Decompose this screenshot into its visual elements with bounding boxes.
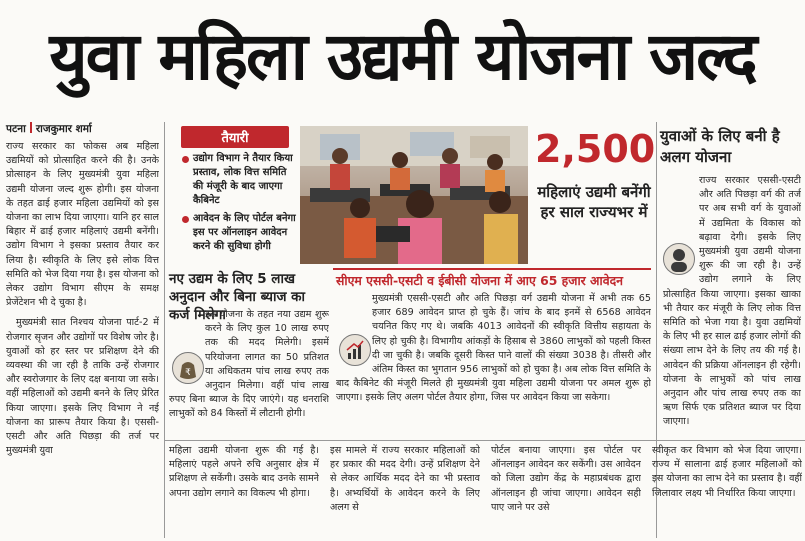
byline-reporter: राजकुमार शर्मा [35, 123, 92, 135]
bullet-list [181, 152, 299, 258]
cm-section-heading: सीएम एससी-एसटी व ईबीसी योजना में आए 65 हजार आवेदन [336, 273, 624, 288]
stat-number: 2,500 [535, 127, 656, 171]
icon-spacer [169, 352, 205, 384]
horizontal-divider [164, 440, 805, 441]
column-divider [164, 122, 165, 538]
bottom-column: स्वीकृत कर विभाग को भेज दिया जाएगा। राज्य में सालाना ढाई हजार महिलाओं को इस योजना का लाभ देने का प्रस्ताव है। वहीं जिलावार लक्ष्य भी निर्धारित किया जाएगा। [652, 445, 802, 499]
left-column-para-1: राज्य सरकार का फोकस अब महिला उद्यमियों को प्रोत्साहित करने की है। उनके प्रोत्साहन के लिए मुख्यमंत्री युवा महिला उद्यमी योजना जल्द शुरू होगी। इस योजना के तहत ढाई हजार महिला उद्यमियों को इस योजना का लाभ दिया जाएगा। यानि हर साल बिहार में ढाई हजार महिलाएं उद्यमी बनेंगी। उद्योग विभाग ने इसका प्रस्ताव तैयार कर लिया है। स्वीकृति के लिए इसे लोक वित्त समिति को भेज दिया गया है। इस योजना को लेकर उद्योग विभाग सीएम के समक्ष प्रेजेंटेशन भी दे चुका है। [6, 141, 159, 309]
bottom-column: इस मामले में राज्य सरकार महिलाओं को हर प्रकार की मदद देगी। उन्हें प्रशिक्षण देने से लेकर आर्थिक मदद देने का भी प्रस्ताव है। अभ्यर्थियों के आवेदन करने के लिए अलग से [330, 445, 480, 513]
bottom-column: महिला उद्यमी योजना शुरू की गई है। महिलाएं पहले अपने रुचि अनुसार क्षेत्र में प्रशिक्षण ले सकेंगी। उसके बाद उनके सामने अपना उद्योग लगाने का विकल्प भी होगा। [169, 445, 319, 499]
byline-place: पटना [6, 123, 26, 135]
preparation-tag: तैयारी [181, 126, 289, 148]
loan-section-text: इस योजना के तहत नया उद्यम शुरू करने के लिए कुल 10 लाख रुपए तक की मदद मिलेगी। इसमें परियोजना लागत का 50 प्रतिशत या अधिकतम पांच लाख रुपए तक अनुदान मिलेगा। वहीं पांच लाख रुपए बिना ब्याज के दिए जाएंगे। यह धनराशि लाभुकों को 84 किस्तों में लौटानी होगी। [169, 309, 329, 420]
side-column-text: राज्य सरकार एससी-एसटी और अति पिछड़ा वर्ग की तर्ज पर अब सभी वर्ग के युवाओं में उद्यमिता के विकास को बढ़ावा देगी। इसके लिए मुख्यमंत्री युवा उद्यमी योजना शुरू की जा रही है। उन्हें उद्योग लगाने के लिए प्रोत्साहित किया जाएगा। इसका खाका भी तैयार कर मंजूरी के लिए लोक वित्त समिति को भेजा गया है। युवा उद्यमियों के लिए भी हर साल ढाई हजार लोगों की संख्या लाभ देने के लिए तय की गई है। आवेदन की प्रक्रिया ऑनलाइन ही रहेगी। योजना के लाभुकों को पांच लाख अनुदान और पांच लाख रुपए तक का ऋण सिर्फ एक प्रतिशत ब्याज पर दिया जाएगा। [663, 175, 801, 428]
side-heading: युवाओं के लिए बनी है अलग योजना [660, 127, 780, 166]
svg-text:₹: ₹ [185, 368, 191, 378]
byline-separator [30, 122, 32, 133]
bottom-column: पोर्टल बनाया जाएगा। इस पोर्टल पर ऑनलाइन आवेदन कर सकेंगी। उस आवेदन को जिला उद्योग केंद्र के महाप्रबंधक द्वारा ऑनलाइन ही जांचा जाएगा। आवेदन सही पाए जाने पर उसे [491, 445, 641, 513]
icon-spacer [663, 242, 699, 278]
headline: युवा महिला उद्यमी योजना जल्द [49, 18, 756, 95]
stat-text: महिलाएं उद्यमी बनेंगी हर साल राज्यभर में [537, 183, 651, 221]
training-photo [300, 126, 528, 264]
loan-section-heading: नए उद्यम के लिए 5 लाख अनुदान और बिना ब्याज का कर्ज मिलेगा [169, 271, 306, 323]
bullet-item: आवेदन के लिए पोर्टल बनेगा इस पर ऑनलाइन आवेदन करने की सुविधा होगी [181, 212, 299, 254]
cm-section-text: मुख्यमंत्री एससी-एसटी और अति पिछड़ा वर्ग उद्यमी योजना में अभी तक 65 हजार 689 आवेदन प्राप्त हो चुके हैं। जांच के बाद इनमें से 6568 आवेदन चयनित किए गए थे। जबकि 4013 आवेदनों की स्वीकृति वित्तीय सहायता के लिए हो चुकी है। विभागीय आंकड़ों के हिसाब से 3860 लाभुकों को पहली किस्त दी जा चुकी है। जबकि दूसरी किस्त पाने वालों की संख्या 3038 है। तीसरी और अंतिम किस्त का भुगतान 956 लाभुकों को हो चुका है। अब लोक वित्त समिति के बाद कैबिनेट की मंजूरी मिलते ही मुख्यमंत्री युवा महिला उद्यमी योजना पर अमल शुरू हो जाएगा। इसके लिए अलग पोर्टल तैयार होगा, जिस पर आवेदन किया जा सकेगा। [336, 293, 651, 404]
icon-spacer [336, 334, 372, 366]
left-column [6, 140, 159, 538]
left-column-para-2: मुख्यमंत्री सात निश्चय योजना पार्ट-2 में रोजगार सृजन और उद्योगों पर विशेष जोर है। युवाओं को हर स्तर पर प्रशिक्षण देने की व्यवस्था की जा रही है ताकि उन्हें रोजगार और स्वरोजगार के लिए दक्ष बनाया जा सके। वहीं महिलाओं को उद्यमी बनने के लिए प्रेरित किया जाएगा। इसके लिए विभाग ने नई योजना का प्रारूप तैयार किया है। एससी-एसटी और अति पिछड़ा की तर्ज पर मुख्यमंत्री युवा [6, 317, 159, 457]
byline [6, 122, 92, 136]
bullet-item: उद्योग विभाग ने तैयार किया प्रस्ताव, लोक वित्त समिति की मंजूरी के बाद जाएगा कैबिनेट [181, 152, 299, 208]
photo-illustration [300, 126, 528, 264]
